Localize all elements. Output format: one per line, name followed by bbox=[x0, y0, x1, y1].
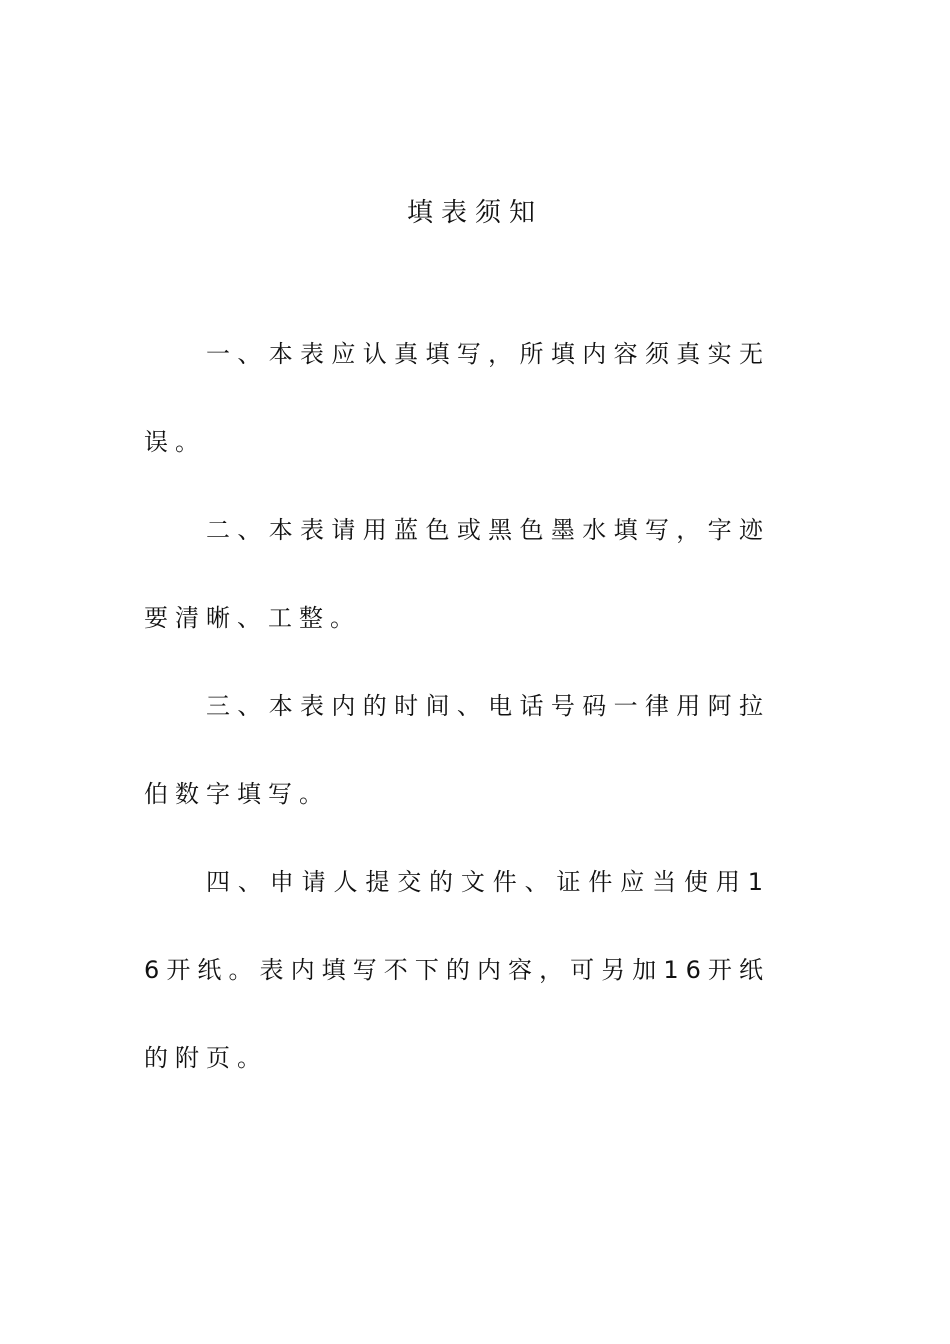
instruction-item-4: 四、申请人提交的文件、证件应当使用16开纸。表内填写不下的内容，可另加16开纸的附页。 bbox=[144, 868, 770, 1072]
instructions-body bbox=[144, 310, 770, 1102]
instruction-item-3: 三、本表内的时间、电话号码一律用阿拉伯数字填写。 bbox=[144, 692, 770, 808]
instruction-item-2: 二、本表请用蓝色或黑色墨水填写，字迹要清晰、工整。 bbox=[144, 516, 770, 632]
page-title: 填表须知 bbox=[406, 198, 543, 228]
instruction-item-1: 一、本表应认真填写，所填内容须真实无误。 bbox=[144, 340, 770, 456]
